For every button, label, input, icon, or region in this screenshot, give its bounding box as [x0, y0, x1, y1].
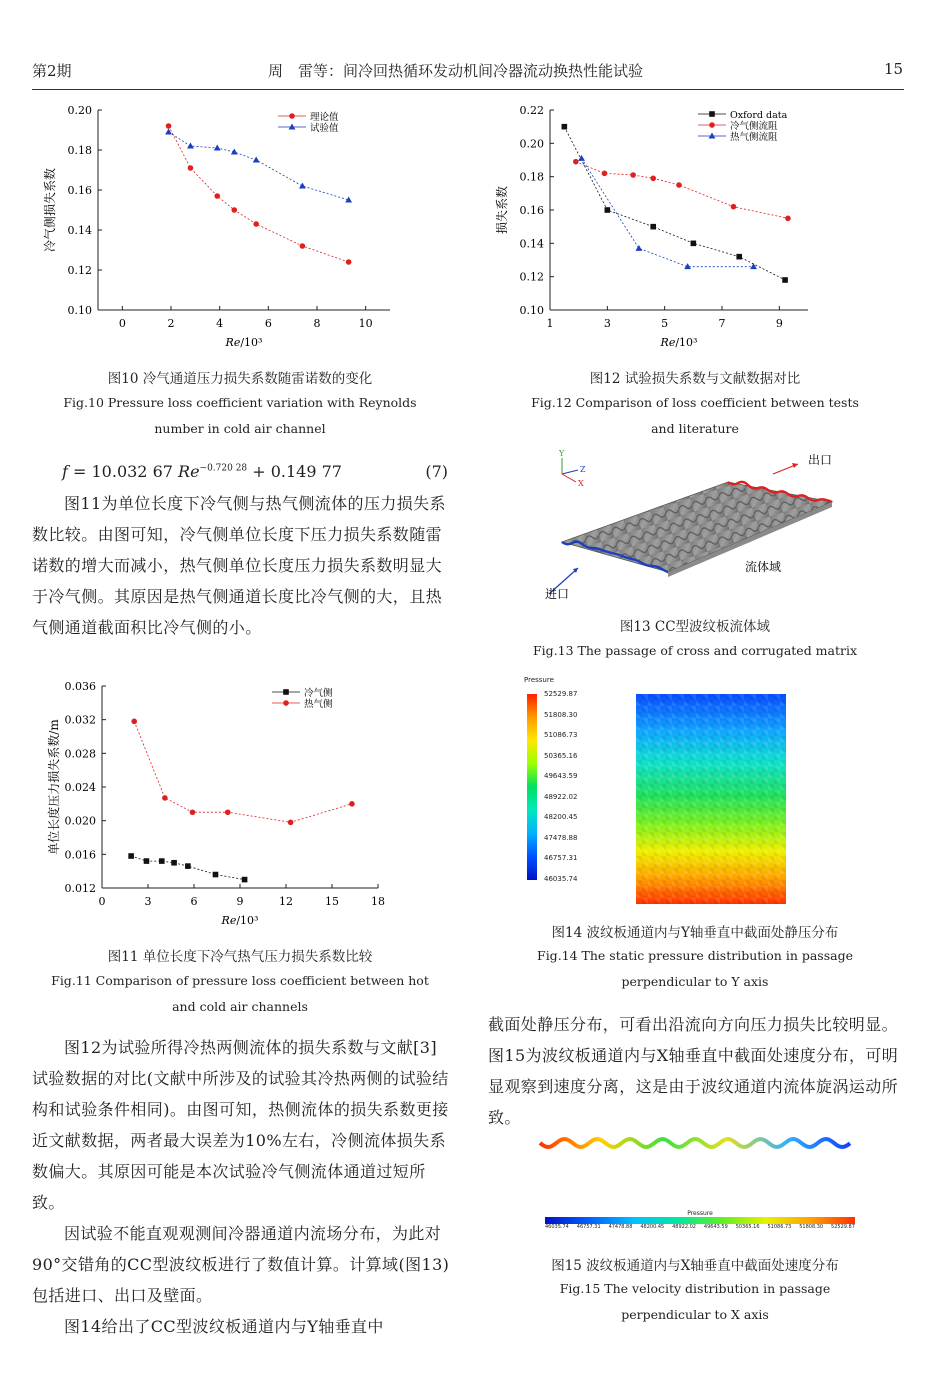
- fig14-legend-value: 47478.88: [544, 833, 578, 842]
- fig15-caption-cn: 图15 波纹板通道内与X轴垂直中截面处速度分布: [551, 1258, 839, 1274]
- fig11-xtick-label: 0: [98, 895, 106, 908]
- fig11-xtick-label: 15: [325, 895, 339, 908]
- paragraph-fig12-discussion: 图12为试验所得冷热两侧流体的损失系数与文献[3]试验数据的对比(文献中所涉及的试验其冷热两侧的试验结构和试验条件相同)。由图可知，热侧流体的损失系数更接近文献数据，两者最大误差为10%左右，冷侧流体损失系数偏大。其原因可能是本次试验冷气侧流体通道过短所致。: [32, 1038, 449, 1212]
- outlet-label: 出口: [808, 453, 833, 467]
- fig12-data-point: [573, 159, 579, 165]
- fig10-ytick-label: 0.12: [67, 264, 92, 277]
- fig12-data-point: [650, 224, 656, 230]
- fig12-data-point: [750, 263, 757, 269]
- fig11-caption-en: Fig.11 Comparison of pressure loss coefficient between hot and cold air channels: [51, 973, 429, 1014]
- fig12-ytick-label: 0.10: [519, 304, 544, 317]
- fig12-ytick-label: 0.20: [519, 137, 544, 151]
- fig15-legend-value: 51086.73: [767, 1224, 792, 1230]
- fig15-legend-value: 48200.45: [640, 1224, 665, 1230]
- fig12-caption-cn: 图12 试验损失系数与文献数据对比: [589, 371, 801, 387]
- fig12-ytick-label: 0.22: [519, 104, 544, 117]
- fig11-data-point: [162, 795, 168, 801]
- fig12-ylabel: 损失系数: [495, 185, 509, 235]
- fig12-xtick-label: 7: [718, 317, 726, 330]
- fig12-caption-en: Fig.12 Comparison of loss coefficient between tests and literature: [531, 395, 859, 436]
- fig12-legend-marker: [709, 133, 716, 139]
- fig12-legend-entry: [698, 120, 778, 132]
- fig14-legend-value: 46757.31: [544, 854, 578, 862]
- paragraph-body-left: [32, 1032, 450, 1342]
- paragraph-numerical-setup: 因试验不能直观观测间冷器通道内流场分布，为此对90°交错角的CC型波纹板进行了数值计算。计算域(图13)包括进口、出口及壁面。: [32, 1224, 450, 1305]
- fig11-xtick-label: 6: [190, 895, 198, 908]
- fig10-series-0: [166, 123, 352, 265]
- fig11-ytick-label: 0.028: [64, 747, 96, 761]
- fig10-xtick-label: 4: [216, 317, 224, 330]
- fig10-caption-cn: 图10 冷气通道压力损失系数随雷诺数的变化: [107, 371, 373, 387]
- fig12-series-0: [562, 124, 788, 283]
- fig11-data-point: [171, 860, 177, 866]
- fig12-series-line: [564, 127, 785, 280]
- fig12-xtick-label: 9: [775, 317, 783, 330]
- fig10-series-line: [169, 126, 349, 262]
- fig12-legend-entry: [698, 131, 778, 143]
- fig12-legend-entry: [698, 110, 788, 121]
- fig11-data-point: [213, 872, 219, 878]
- fig11-data-point: [242, 877, 248, 883]
- running-title: 周 雷等：间冷回热循环发动机间冷器流动换热性能试验: [268, 62, 644, 80]
- triad-z: Z: [580, 465, 586, 474]
- fig15-legend-value: 48922.02: [672, 1224, 696, 1230]
- fig11-data-point: [225, 809, 231, 815]
- fig10-data-point: [187, 143, 194, 149]
- fig15-caption-en: Fig.15 The velocity distribution in passage perpendicular to X axis: [559, 1281, 831, 1322]
- fig12-chart: [490, 96, 830, 358]
- fig12-ytick-label: 0.16: [519, 204, 544, 217]
- fig12-ytick-label: 0.18: [519, 170, 544, 184]
- fig10-data-point: [214, 193, 220, 199]
- fig12-data-point: [635, 245, 642, 251]
- fig12-data-point: [676, 182, 682, 188]
- fig10-ytick-label: 0.10: [67, 304, 92, 317]
- fig10-xtick-label: 6: [264, 317, 272, 330]
- inlet-label: 进口: [545, 587, 570, 601]
- fig14-legend-value: 48922.02: [544, 792, 578, 801]
- fig10-data-point: [231, 207, 237, 213]
- page-number: 15: [884, 60, 904, 78]
- domain-label: 流体域: [745, 560, 782, 574]
- fig11-legend-entry: [272, 698, 333, 710]
- fig11-data-point: [349, 801, 355, 807]
- fig11-xlabel: Re/10³: [221, 914, 259, 927]
- fig12-data-point: [602, 171, 608, 177]
- fig14-legend-value: 51086.73: [544, 731, 578, 739]
- fig14-legend-value: 51808.30: [544, 710, 578, 719]
- fig14-legend-value: 52529.87: [544, 690, 578, 698]
- fig10-xtick-label: 10: [358, 317, 373, 330]
- fig15-legend-value: 50365.16: [735, 1224, 760, 1230]
- fig11-caption-cn: 图11 单位长度下冷气热气压力损失系数比较: [107, 949, 373, 965]
- fig15-legend-value: 49643.59: [703, 1224, 728, 1230]
- fig15-legend-value: 46035.74: [545, 1224, 569, 1230]
- fig12-data-point: [691, 241, 697, 247]
- fig14-caption-cn: 图14 波纹板通道内与Y轴垂直中截面处静压分布: [551, 925, 839, 941]
- fig11-data-point: [128, 853, 134, 859]
- fig15-legend-value: 46757.31: [576, 1224, 601, 1230]
- fig11-xtick-label: 18: [371, 895, 385, 908]
- fig11-data-point: [144, 858, 150, 864]
- fig14-colorbar: [527, 694, 537, 880]
- fig14-legend-value: 48200.45: [544, 813, 578, 821]
- fig12-data-point: [605, 207, 611, 213]
- fig11-series-1: [131, 719, 354, 826]
- fig11-xtick-label: 12: [279, 895, 293, 908]
- fig11-ytick-label: 0.016: [64, 848, 96, 862]
- fig10-legend-marker: [289, 124, 296, 130]
- fig11-legend-marker: [283, 689, 289, 695]
- fig10-xtick-label: 0: [118, 317, 126, 330]
- fig10-data-point: [253, 221, 259, 227]
- fig10-legend-entry: [278, 122, 339, 134]
- fig12-data-point: [562, 124, 568, 130]
- fig10-data-point: [346, 259, 352, 265]
- fig12-xtick-label: 5: [661, 317, 669, 330]
- fig15-velocity-wave: [538, 1130, 854, 1156]
- fig10-ytick-label: 0.20: [67, 104, 92, 117]
- fig11-data-point: [159, 858, 165, 864]
- fig11-xtick-label: 9: [236, 895, 244, 908]
- fig10-xtick-label: 8: [313, 317, 321, 330]
- triad-x: X: [578, 479, 584, 488]
- fig10-ytick-label: 0.14: [67, 224, 92, 237]
- fig11-ytick-label: 0.024: [64, 781, 96, 794]
- fig10-caption-en: Fig.10 Pressure loss coefficient variation with Reynolds number in cold air channel: [63, 395, 417, 436]
- paragraph-fig14-15-discussion: 截面处静压分布，可看出沿流向方向压力损失比较明显。图15为波纹板通道内与X轴垂直中截面处速度分布，可明显观察到速度分离，这是由于波纹通道内流体旋涡运动所致。: [488, 1015, 899, 1127]
- fig14-legend-value: 46035.74: [544, 874, 578, 883]
- fig12-data-point: [736, 254, 742, 260]
- fig13-caption-en: Fig.13 The passage of cross and corrugated matrix: [532, 643, 858, 658]
- fig11-legend-entry: [272, 687, 333, 699]
- fig10-axes: [42, 104, 390, 349]
- fig13-fluid-domain: [540, 444, 850, 609]
- fig11-legend-label: 冷气侧: [304, 688, 333, 699]
- triad-y: Y: [559, 449, 565, 458]
- fig10-data-point: [214, 145, 221, 151]
- fig11-ylabel: 单位长度压力损失系数/m: [47, 719, 61, 855]
- fig13-caption-cn: 图13 CC型波纹板流体域: [619, 619, 771, 635]
- fig12-data-point: [630, 172, 636, 178]
- fig11-legend-marker: [283, 700, 289, 706]
- fig11-data-point: [185, 863, 191, 869]
- fig11-ytick-label: 0.032: [64, 713, 96, 727]
- fig15-legend-value: 51808.30: [799, 1224, 824, 1230]
- fig11-xtick-label: 3: [144, 895, 152, 908]
- fig12-data-point: [731, 204, 737, 210]
- fig11-data-point: [190, 809, 196, 815]
- fig10-data-point: [165, 129, 172, 135]
- fig12-data-point: [785, 216, 791, 222]
- fig12-ytick-label: 0.14: [519, 237, 544, 251]
- fig10-chart: [30, 96, 430, 358]
- fig12-ytick-label: 0.12: [519, 270, 544, 284]
- fig14-pressure-legend: Pressure 52529.87 51808.30 51086.73 50365.16 49643.59 48922.02 48200.45 47478.88 46757.31 46035.74: [524, 676, 578, 883]
- fig10-data-point: [231, 149, 238, 155]
- fig12-legend-label: Oxford data: [730, 110, 788, 121]
- fig11-ytick-label: 0.012: [64, 882, 96, 895]
- issue-number: 第2期: [32, 62, 72, 80]
- paragraph-fig11-discussion: 图11为单位长度下冷气侧与热气侧流体的压力损失系数比较。由图可知，冷气侧单位长度下压力损失系数随雷诺数的增大而减小，热气侧单位长度压力损失系数明显大于冷气侧。其原因是热气侧通道长度比冷气侧的大，且热气侧通道截面积比冷气侧的小。: [32, 494, 446, 637]
- fig10-xtick-label: 2: [167, 317, 175, 330]
- fig11-axes: [46, 680, 385, 927]
- fig10-data-point: [299, 183, 306, 189]
- fig11-legend-label: 热气侧: [304, 699, 333, 710]
- fig12-legend-label: 冷气侧流阻: [730, 121, 778, 132]
- fig14-legend-value: 50365.16: [544, 751, 578, 760]
- fig12-xlabel: Re/10³: [660, 336, 698, 349]
- fig10-legend-label: 理论值: [310, 112, 339, 123]
- fig10-legend-entry: [278, 111, 339, 123]
- fig12-data-point: [782, 277, 788, 283]
- fig15-legend-value: 47478.88: [608, 1224, 633, 1230]
- paragraph-fig14-start: 图14给出了CC型波纹板通道内与Y轴垂直中: [64, 1317, 384, 1336]
- fig10-ytick-label: 0.18: [67, 144, 92, 157]
- fig11-data-point: [131, 719, 137, 725]
- fig15-legend-value: 52529.87: [831, 1224, 855, 1230]
- fig15-legend: Pressure 46035.74 46757.31 47478.88 48200.45 48922.02 49643.59 50365.16 51086.73 51808.30 52529.87: [545, 1210, 855, 1230]
- fig15-colorbar: [545, 1217, 855, 1224]
- fig14-legend-value: 49643.59: [544, 772, 578, 780]
- fig10-data-point: [253, 157, 260, 163]
- fig12-legend-label: 热气侧流阻: [730, 132, 778, 143]
- fig12-xtick-label: 1: [546, 317, 554, 330]
- fig14-pressure-contour: [636, 694, 786, 904]
- fig10-series-1: [165, 129, 352, 203]
- fig10-data-point: [300, 243, 306, 249]
- fig10-ylabel: 冷气侧损失系数: [43, 167, 57, 253]
- fig12-xtick-label: 3: [603, 317, 611, 330]
- fig10-ytick-label: 0.16: [67, 184, 92, 197]
- fig10-xlabel: Re/10³: [225, 336, 263, 349]
- fig10-data-point: [188, 165, 194, 171]
- fig12-data-point: [650, 176, 656, 182]
- fig11-series-line: [134, 721, 352, 822]
- fig10-legend-label: 试验值: [310, 123, 339, 134]
- fig10-series-line: [169, 132, 349, 200]
- fig14-caption-en: Fig.14 The static pressure distribution in passage perpendicular to Y axis: [537, 948, 853, 989]
- fig12-legend-marker: [709, 111, 715, 117]
- header-rule: [32, 89, 904, 90]
- fig11-ytick-label: 0.020: [64, 814, 96, 828]
- fig11-data-point: [288, 820, 294, 826]
- fig10-data-point: [166, 123, 172, 129]
- fig12-legend-marker: [709, 122, 715, 128]
- fig11-series-0: [128, 853, 247, 882]
- fig11-chart: [30, 674, 440, 936]
- fig11-ytick-label: 0.036: [64, 680, 96, 693]
- fig10-legend-marker: [289, 113, 295, 119]
- equation-7: f = 10.032 67 $Re^{-0.720 28} + 0.149$ 77 (7): [62, 462, 448, 481]
